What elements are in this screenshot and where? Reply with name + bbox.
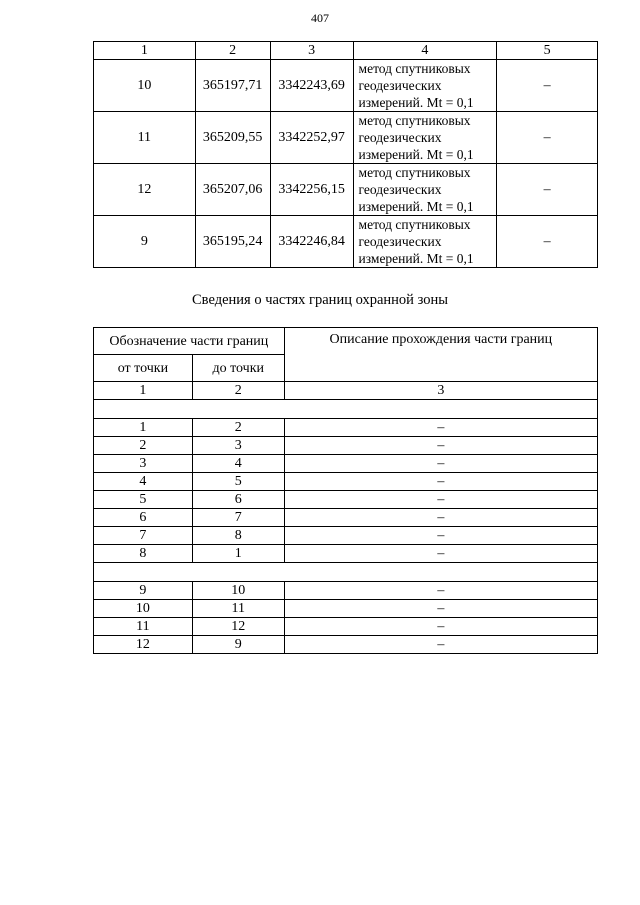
table-row [94, 419, 598, 437]
description: – [284, 437, 597, 455]
table-row [94, 473, 598, 491]
method-line: измерений. Mt = 0,1 [358, 95, 474, 110]
method-description [353, 60, 497, 112]
to-point: 11 [192, 600, 284, 618]
method-line: измерений. Mt = 0,1 [358, 199, 474, 214]
table-row [94, 582, 598, 600]
to-point: 4 [192, 455, 284, 473]
coordinate-x: 365197,71 [195, 60, 270, 112]
from-point: 3 [94, 455, 193, 473]
to-point: 5 [192, 473, 284, 491]
from-point: 2 [94, 437, 193, 455]
from-point: 7 [94, 527, 193, 545]
coordinate-y: 3342246,84 [270, 216, 353, 268]
description: – [284, 419, 597, 437]
to-point: 3 [192, 437, 284, 455]
description: – [284, 527, 597, 545]
method-line: метод спутниковых [358, 165, 471, 180]
from-point: 4 [94, 473, 193, 491]
column-number: 1 [94, 382, 193, 400]
column-5-value: – [497, 216, 598, 268]
method-line: измерений. Mt = 0,1 [358, 251, 474, 266]
to-point: 12 [192, 618, 284, 636]
from-point: 6 [94, 509, 193, 527]
method-line: метод спутниковых [358, 113, 471, 128]
table-row [94, 60, 598, 112]
from-point: 1 [94, 419, 193, 437]
table-header-row [94, 42, 598, 60]
table-row [94, 545, 598, 563]
header-from-point: от точки [94, 355, 193, 382]
from-point: 10 [94, 600, 193, 618]
column-number: 3 [270, 42, 353, 60]
from-point: 12 [94, 636, 193, 654]
coordinate-y: 3342252,97 [270, 112, 353, 164]
to-point: 2 [192, 419, 284, 437]
table-row [94, 618, 598, 636]
coordinate-x: 365207,06 [195, 164, 270, 216]
table-row [94, 164, 598, 216]
coordinate-x: 365209,55 [195, 112, 270, 164]
to-point: 7 [192, 509, 284, 527]
point-number: 11 [94, 112, 196, 164]
table-row [94, 216, 598, 268]
table-row [94, 509, 598, 527]
table-row [94, 437, 598, 455]
description: – [284, 491, 597, 509]
column-5-value: – [497, 164, 598, 216]
boundary-parts-table [93, 327, 598, 654]
description: – [284, 545, 597, 563]
description: – [284, 582, 597, 600]
column-number: 2 [192, 382, 284, 400]
to-point: 8 [192, 527, 284, 545]
method-line: геодезических [358, 78, 442, 93]
description: – [284, 600, 597, 618]
header-boundary-part-designation: Обозначение части границ [94, 328, 285, 355]
column-number: 5 [497, 42, 598, 60]
from-point: 8 [94, 545, 193, 563]
method-description [353, 164, 497, 216]
method-description [353, 112, 497, 164]
description: – [284, 509, 597, 527]
method-line: геодезических [358, 234, 442, 249]
table-row [94, 455, 598, 473]
description: – [284, 455, 597, 473]
method-line: метод спутниковых [358, 61, 471, 76]
column-numbers-row [94, 382, 598, 400]
table-row [94, 600, 598, 618]
coordinate-y: 3342243,69 [270, 60, 353, 112]
group-separator-row [94, 563, 598, 582]
column-number: 1 [94, 42, 196, 60]
coordinate-x: 365195,24 [195, 216, 270, 268]
page-number: 407 [311, 11, 329, 25]
empty-group-cell [94, 400, 598, 419]
coordinate-y: 3342256,15 [270, 164, 353, 216]
table-row [94, 636, 598, 654]
table-row [94, 491, 598, 509]
empty-group-cell [94, 563, 598, 582]
column-number: 2 [195, 42, 270, 60]
description: – [284, 618, 597, 636]
to-point: 9 [192, 636, 284, 654]
point-number: 9 [94, 216, 196, 268]
column-number: 4 [353, 42, 497, 60]
to-point: 10 [192, 582, 284, 600]
description: – [284, 636, 597, 654]
header-description: Описание прохождения части границ [284, 328, 597, 382]
column-5-value: – [497, 60, 598, 112]
method-line: геодезических [358, 182, 442, 197]
table-header-row [94, 328, 598, 355]
group-separator-row [94, 400, 598, 419]
from-point: 11 [94, 618, 193, 636]
point-number: 10 [94, 60, 196, 112]
point-number: 12 [94, 164, 196, 216]
from-point: 9 [94, 582, 193, 600]
from-point: 5 [94, 491, 193, 509]
method-line: измерений. Mt = 0,1 [358, 147, 474, 162]
column-5-value: – [497, 112, 598, 164]
table-row [94, 112, 598, 164]
section-title: Сведения о частях границ охранной зоны [192, 292, 448, 308]
method-line: геодезических [358, 130, 442, 145]
header-to-point: до точки [192, 355, 284, 382]
to-point: 1 [192, 545, 284, 563]
column-number: 3 [284, 382, 597, 400]
table-row [94, 527, 598, 545]
method-description [353, 216, 497, 268]
method-line: метод спутниковых [358, 217, 471, 232]
coordinates-table [93, 41, 598, 268]
description: – [284, 473, 597, 491]
to-point: 6 [192, 491, 284, 509]
